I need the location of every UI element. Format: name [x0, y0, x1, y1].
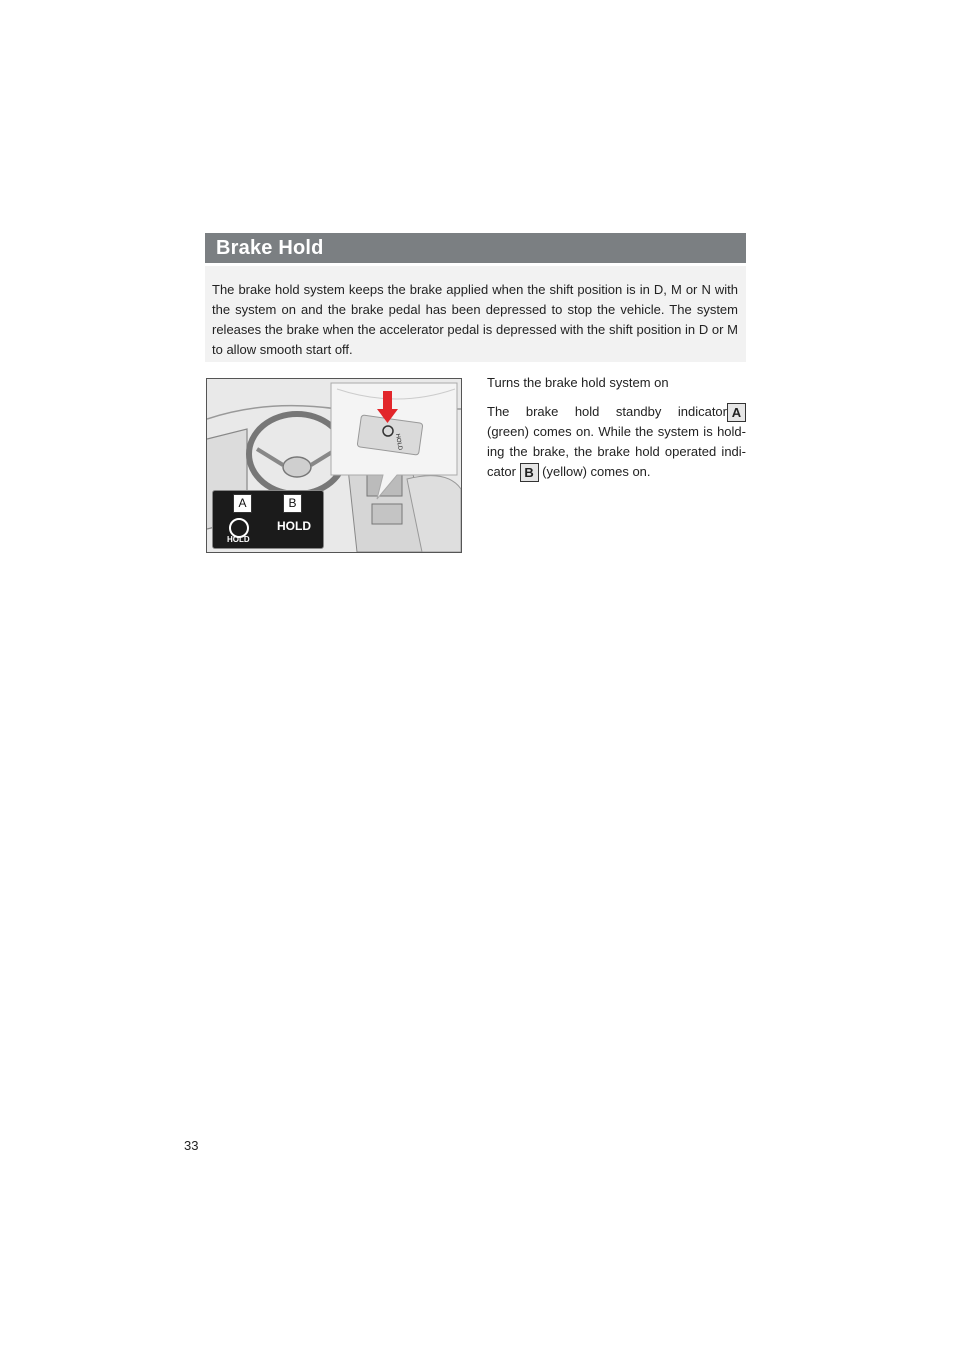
- indicator-a-ref: A: [727, 403, 746, 422]
- indicator-b-label: HOLD: [277, 519, 311, 533]
- indicator-a-label: HOLD: [227, 535, 250, 544]
- intro-text: The brake hold system keeps the brake applied when the shift position is in D, M or N with the system on and the brake pedal has been depressed to stop the vehicle. The system releases the brake when the accelerator pedal is depressed with the shift position in D or M to allow smooth start off.: [212, 282, 738, 357]
- desc-part-1: The brake hold standby indicator: [487, 404, 727, 419]
- indicator-panel: [212, 490, 324, 549]
- section-header: [205, 233, 746, 263]
- intro-box: [205, 266, 746, 362]
- tag-b: B: [283, 494, 302, 513]
- desc-part-3: (yellow) comes on.: [542, 464, 651, 479]
- section-title: Brake Hold: [216, 236, 324, 259]
- tag-a: A: [233, 494, 252, 513]
- page-number: 33: [184, 1138, 199, 1153]
- indicator-b-ref: B: [520, 463, 539, 482]
- step-text: Turns the brake hold system on: [487, 375, 669, 390]
- switch-label: HOLD: [393, 433, 403, 451]
- instruction-column: [487, 373, 746, 482]
- indicator-description: [487, 402, 746, 482]
- desc-part-2: (green) comes on. While the system is hold-ing the brake, the brake hold operated indi-cator: [487, 424, 746, 479]
